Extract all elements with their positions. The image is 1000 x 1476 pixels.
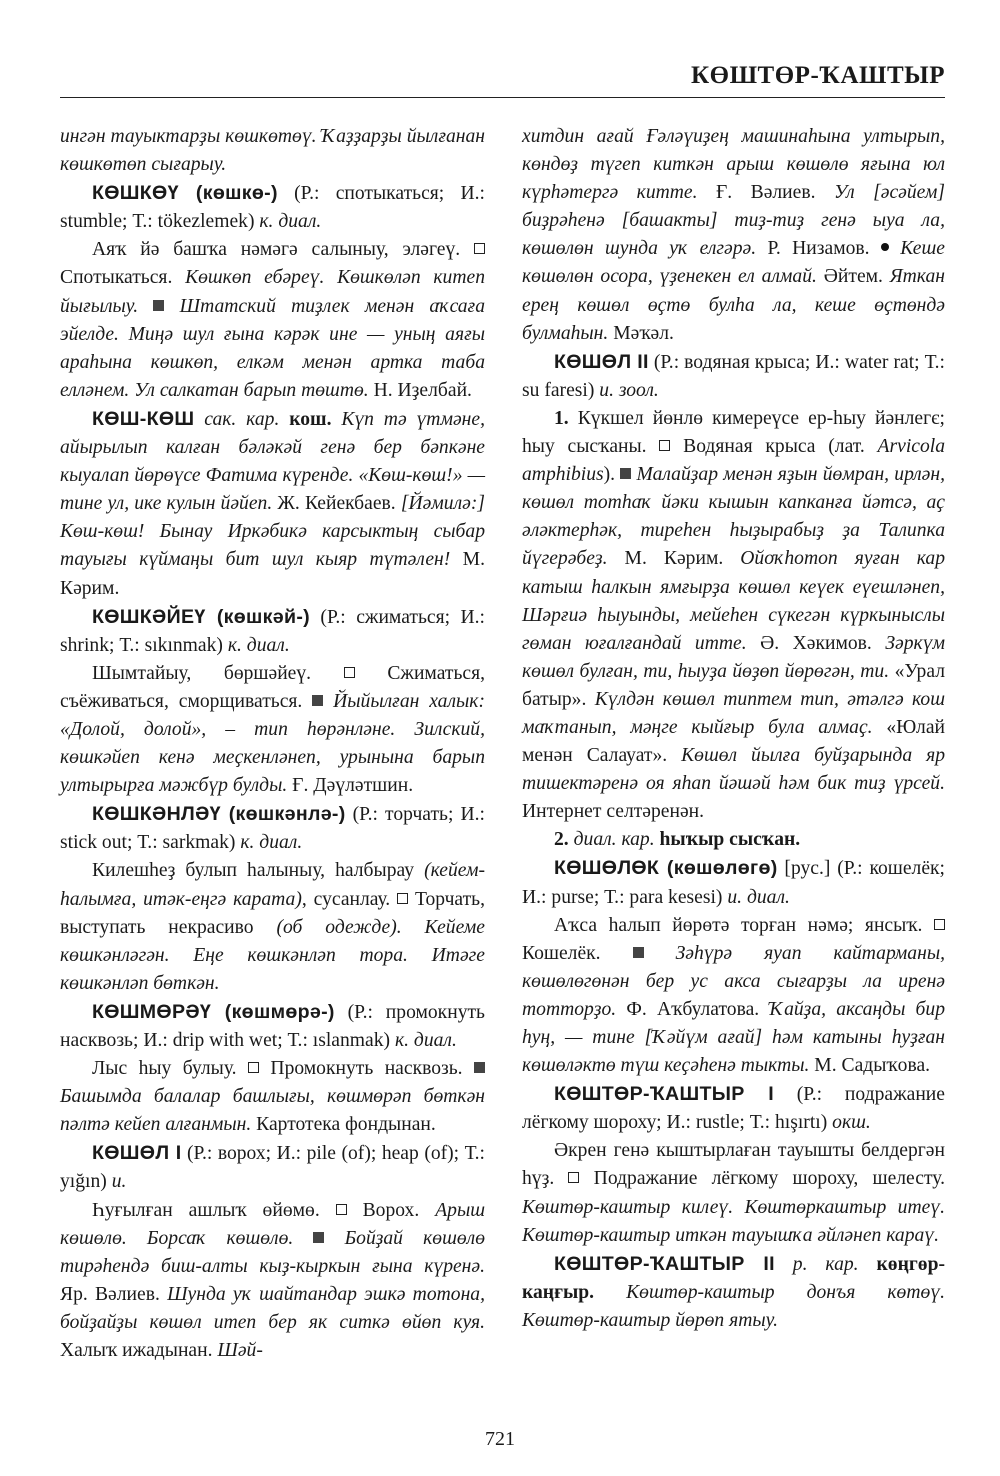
entry-paragraph: Аяҡ йә башҡа нәмәгә салыныу, эләгеү. Спотыкаться. Көшкөп ебәреү. Көшкөләп китеп йығылыу. Штатский тиҙлек менән аҡсаға эйелде. Миңә шул ғына кәрәк ине — уның аяғы араһына көшкөп, елкәм менән артка таба елләнем. Ул салкатан барып төштө. Н. Иҙелбай. — [60, 239, 485, 401]
entry-paragraph: КӨШӨЛӨК (көшөлөгө) [рус.] (Р.: кошелёк; И.: purse; Т.: para kesesi) и. диал. — [522, 857, 945, 908]
entry-paragraph: КӨШӨЛ I (Р.: ворох; И.: pile (of); heap (of); Т.: yığın) и. — [60, 1142, 485, 1193]
page-number: 721 — [485, 1428, 515, 1450]
entry-paragraph: 2. диал. кар. һыҡыр сысҡан. — [554, 829, 801, 851]
left-column — [60, 123, 485, 1365]
entry-paragraph: хитдин ағай Ғәләүиҙең машинаһына ултырып, көндөҙ түгеп киткән арыш көшөлө яғына юл күрһәтергә китте. Ғ. Вәлиев. Ул [әсәйем] биҙрәһенә [башакты] тиҙ-тиҙ генә ыуа ла, көшөлөн шунда уҡ елгәрә. Р. Низамов. Кеше көшөлөн осора, үҙенекен ел алмай. Әйтем. Яткан ерең көшөл өҫтө булһа ла, кеше өҫтөндә булмаһын. Мәҡәл. — [522, 126, 945, 344]
entry-paragraph: Аҡса һалып йөрөтә торған нәмә; янсыҡ. Кошелёк. Зәһүрә яуап кайтарманы, көшөлөгөнән бер ус акса сығарҙы ла иренә тотторҙо. Ф. Аҡбулатова. Ҡайҙа, аксаңды бир һуң, — тине [Ҡәйүм ағай] һәм катыны һуҙған көшөләктө түш кеҫәһенә тыкты. М. Садыҡова. — [522, 914, 945, 1077]
entry-paragraph: Әкрен генә кыштырлаған тауышты белдергән һүҙ. Подражание лёгкому шороху, шелесту. Көштөр-каштыр килеү. Көштөркаштыр итеү. Көштөр-каштыр иткән тауышҡа әйләнеп караү. — [522, 1140, 945, 1246]
entry-paragraph: ингән тауыктарҙы көшкөтөү. Ҡаҙҙарҙы йылғанан көшкөтөп сығарыу. — [60, 126, 485, 176]
right-column — [522, 123, 945, 1335]
entry-paragraph: 1. Күкшел йөнлө кимереүсе ер-һыу йәнлегє; һыу сысҡаны. Водяная крыса (лат. Arvicola amphibius). Малайҙар менән яҙын йөмран, ирлән, көшөл тотһаҡ йәки кышын капканға йәтсә, аҫ әләктерһәк, тиреһен һыҙырабыҙ ҙа Талипка йүгерәбеҙ. М. Кәрим. Ойоҡhотоп яуған кар катыш һалкын ямғырҙа көшөл кеүек еүешләнеп, Шәрғиә һыуынды, мейеһен сүкегән күркыныслы гөман юғалғандай итте. Ә. Хәкимов. Зәркүм көшөл булған, ти, һыуҙа йөҙөп йөрөгән, ти. «Урал батыр». Күлдән көшөл типтем тип, әтәлгә кош маҡтанып, мәңге кыйғыр була алмаҫ. «Юлай менән Салауат». Көшөл йылға буйҙарында яр тишектәренә оя яһап йәшәй һәм бик тиҙ үрсей. Интернет селтәренән. — [522, 407, 946, 823]
entry-paragraph: Килешһеҙ булып һалыныу, һалбырау (кейем-һалымға, итәк-еңгә карата), сусанлау. Торчать, выступать некрасиво (об одежде). Кейеме көшкәнләгән. Еңе көшкәнләп тора. Итәге көшкәнләп бөткән. — [60, 860, 486, 994]
entry-paragraph: КӨШМӨРӘҮ (көшмөрә-) (Р.: промокнуть насквозь; И.: drip with wet; Т.: ıslanmak) к. диал. — [60, 1000, 485, 1051]
entry-paragraph: Лыс һыу булыу. Промокнуть насквозь. Башымда балалар башлығы, көшмөрәп бөткән пәлтә кейеп алғанмын. Картотека фондынан. — [60, 1058, 485, 1136]
entry-paragraph: КӨШ-КӨШ сак. кар. кош. Күп тә үтмәне, айырылып калған бәләкәй генә бер бәпкәне кыуалап йөрөүсе Фатима күренде. «Көш-көш!» — тине ул, ике кулын йәйеп. Ж. Кейекбаев. [Йәмилә:] Көш-көш! Бынау Иркәбикә карсыктың сыбар тауығы күймаңы бит шул кыяр түтәлен! М. Кәрим. — [60, 407, 485, 599]
entry-paragraph: Һуғылған ашлыҡ өйөмө. Ворох. Арыш көшөлө. Борсаҡ көшөлө. Бойҙай көшөлө тирәһендә биш-алты кыҙ-кыркын ғына күренә. Яр. Вәлиев. Шунда уҡ шайтандар эшкә тотона, бойҙайҙы көшөл итеп бер як ситкә өйөп куя. Халыҡ ижадынан. Шәй- — [60, 1199, 486, 1362]
running-head: КӨШТӨР-ҠАШТЫР — [691, 62, 945, 89]
entry-paragraph: КӨШТӨР-ҠАШТЫР I (Р.: подражание лёгкому шороху; И.: rustle; Т.: hışırtı) окш. — [522, 1083, 945, 1134]
entry-paragraph: КӨШКӘНЛӘҮ (көшкәнлә-) (Р.: торчать; И.: stick out; Т.: sarkmak) к. диал. — [60, 803, 485, 854]
entry-paragraph: КӨШӨЛ II (Р.: водяная крыса; И.: water rat; Т.: su faresi) и. зоол. — [522, 350, 945, 401]
entry-paragraph: КӨШКӨҮ (көшкө-) (Р.: спотыкаться; И.: stumble; Т.: tökezlemek) к. диал. — [60, 182, 486, 233]
entry-paragraph: КӨШКӘЙЕҮ (көшкәй-) (Р.: сжиматься; И.: shrink; Т.: sıkınmak) к. диал. — [60, 605, 485, 656]
header-rule — [60, 97, 945, 98]
entry-paragraph: Шымтайыу, бөршәйеү. Сжиматься, съёживаться, сморщиваться. Йыйылған халык: «Долой, долой», – тип һөрәнләне. Зилский, көшкәйеп кенә меҫкенләнеп, урынына барып ултырырға мәжбүр булды. Ғ. Дәүләтшин. — [60, 662, 485, 797]
entry-paragraph: КӨШТӨР-ҠАШТЫР II р. кар. көңгөркаңғыр. Көштөр-каштыр донъя көтөү. Көштөр-каштыр йөрөп ятыу. — [522, 1252, 945, 1331]
